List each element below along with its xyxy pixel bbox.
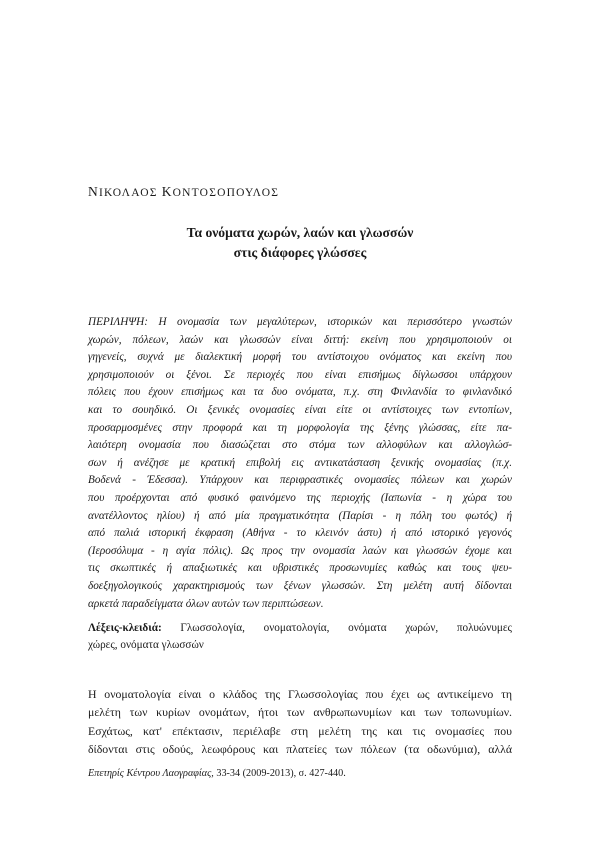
body-line: Η ονοματολογία είναι ο κλάδος της Γλωσσολογίας που έχει ως αντικείμενο τη <box>88 687 512 701</box>
body-line: μελέτη των κυρίων ονομάτων, ήτοι των ανθρωπωνυμίων και των τοπωνυμίων. <box>88 705 512 720</box>
author-first-initial: Ν <box>88 184 99 199</box>
abstract-line: χωρών, πόλεων, λαών και γλωσσών είναι διττή: εκείνη που χρησιμοποιούν οι <box>88 333 512 346</box>
keywords-label: Λέξεις-κλειδιά: <box>88 622 162 634</box>
abstract-line: αρκετά παραδείγματα όλων αυτών των περιπτώσεων. <box>88 597 324 610</box>
abstract-line: ΠΕΡΙΛΗΨΗ: Η ονομασία των μεγαλύτερων, ιστορικών και περισσότερο γνωστών <box>88 316 512 328</box>
keywords-line-1 <box>88 620 512 637</box>
body-line: Εσχάτως, κατ' επέκτασιν, περιέλαβε στη μελέτη της και τις ονομασίες που <box>88 723 512 738</box>
abstract-line: δοεξηγολογικούς χαρακτηρισμούς των ξένων γλωσσών. Στη μελέτη αυτή δίδονται <box>88 579 512 592</box>
abstract-line: Βοδενά - Έδεσσα). Υπάρχουν και περιφραστικές ονομασίες πόλεων και χωρών <box>88 474 512 487</box>
abstract-line: γηγενείς, συχνά με διαλεκτική μορφή του αντίστοιχου ονόματος και εκείνη που <box>88 351 512 364</box>
author-first-rest: ΙΚΟΛΑΟΣ <box>98 187 158 199</box>
article-title <box>88 223 512 263</box>
abstract <box>88 314 512 613</box>
abstract-line: χρησιμοποιούν οι ξένοι. Σε περιοχές που είναι επισήμως δίγλωσσοι υπάρχουν <box>88 368 512 381</box>
abstract-line: που προέρχονται από φυσικό φαινόμενο της περιοχής (Ιαπωνία - η χώρα του <box>88 491 512 504</box>
abstract-line: (Ιεροσόλυμα - η αγία πόλις). Ως προς την ονομασία λαών και γλωσσών έχομε και <box>88 544 512 557</box>
author-last-rest: ΟΝΤΟΣΟΠΟΥΛΟΣ <box>172 187 280 199</box>
journal-name: Επετηρίς Κέντρου Λαογραφίας, <box>88 768 214 779</box>
body-line: δίδονται στις οδούς, λεωφόρους και πλατείες των πόλεων (τα οδωνύμια), αλλά <box>88 742 512 757</box>
keywords-list-1: Γλωσσολογία, ονοματολογία, ονόματα χωρών, πολυώνυμες <box>161 622 512 634</box>
abstract-line: ανατέλλοντος ηλίου) ή από μία πραγματικότητα (Παρίσι - η πόλη του φωτός) ή <box>88 509 512 522</box>
abstract-line: λαιότερη ονομασία που διασώζεται στο στόμα των αλλοφύλων και αλλογλώσ- <box>88 439 512 452</box>
abstract-line: από παλιά ιστορική έκφραση (Αθήνα - το κλεινόν άστυ) ή από ιστορικό γεγονός <box>88 527 512 540</box>
keywords <box>88 620 512 654</box>
abstract-line: και το σουηδικό. Οι ξενικές ονομασίες είναι είτε οι αντίστοιχες των εντοπίων, <box>88 403 512 416</box>
title-line-1: Τα ονόματα χωρών, λαών και γλωσσών <box>186 225 414 240</box>
keywords-line-2: χώρες, ονόματα γλωσσών <box>88 639 204 651</box>
abstract-line: πόλεις που έχουν επισήμως και τα δυο ονόματα, π.χ. στη Φινλανδία το φινλανδικό <box>88 386 512 399</box>
author-name <box>88 184 279 200</box>
abstract-line: τις σκωπτικές ή απαξιωτικές και υβριστικές προσωνυμίες καθώς και τους ψευ- <box>88 562 512 575</box>
author-last-initial: Κ <box>161 184 173 199</box>
abstract-line: προσαρμοσμένες στην προφορά και τη μορφολογία της ξένης γλώσσας, είτε πα- <box>88 421 512 434</box>
title-line-2: στις διάφορες γλώσσες <box>233 245 367 260</box>
abstract-line: σων ή ανέζησε με κρατική επιβολή εις αντικατάσταση ξενικής ονομασίας (π.χ. <box>88 456 512 469</box>
body-text <box>88 685 512 759</box>
citation-footer <box>88 768 346 779</box>
citation-details: 33-34 (2009-2013), σ. 427-440. <box>213 768 346 779</box>
